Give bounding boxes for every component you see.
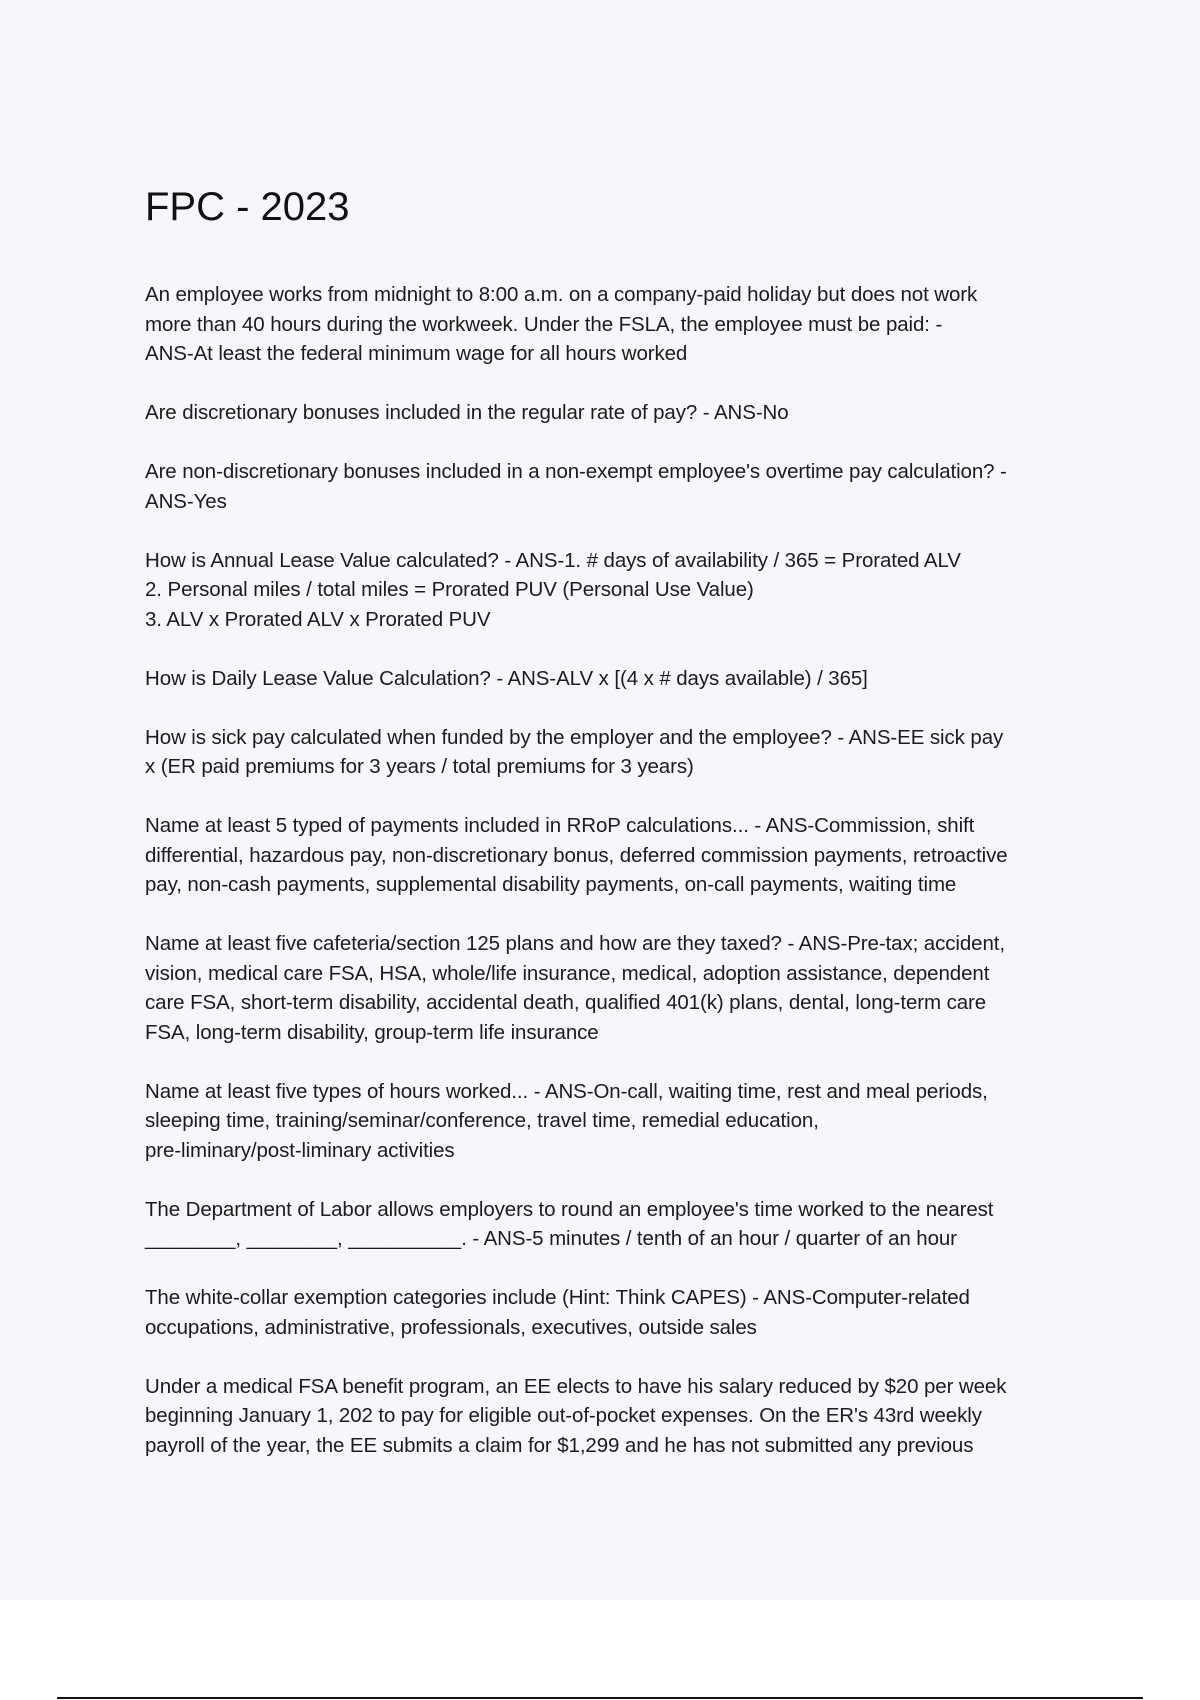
qa-item: Are non-discretionary bonuses included in a non-exempt employee's overtime pay calculation? - ANS-Yes	[145, 460, 1007, 513]
qa-item: How is sick pay calculated when funded by the employer and the employee? - ANS-EE sick pay x (ER paid premiums for 3 years / total premiums for 3 years)	[145, 725, 1004, 778]
qa-item: How is Annual Lease Value calculated? - ANS-1. # days of availability / 365 = Prorated ALV 2. Personal miles / total miles = Prorated PUV (Personal Use Value) 3. ALV x Prorated ALV x Prorated PUV	[145, 548, 961, 631]
document-title: FPC - 2023	[145, 185, 350, 229]
qa-item: Name at least five cafeteria/section 125 plans and how are they taxed? - ANS-Pre-tax; accident, vision, medical care FSA, HSA, whole/life insurance, medical, adoption assistance, dependent care FSA, short-term disability, accidental death, qualified 401(k) plans, dental, long-term care FSA, long-term disability, group-term life insurance	[145, 932, 1005, 1044]
qa-item: Name at least 5 typed of payments included in RRoP calculations... - ANS-Commission, shift differential, hazardous pay, non-discretionary bonus, deferred commission payments, retroactive pay, non-cash payments, supplemental disability payments, on-call payments, waiting time	[145, 814, 1008, 896]
qa-item: Under a medical FSA benefit program, an EE elects to have his salary reduced by $20 per week beginning January 1, 202 to pay for eligible out-of-pocket expenses. On the ER's 43rd weekly payroll of the year, the EE submits a claim for $1,299 and he has not submitted any previous	[145, 1374, 1007, 1457]
footer-divider	[57, 1697, 1143, 1699]
qa-item: The white-collar exemption categories include (Hint: Think CAPES) - ANS-Computer-related occupations, administrative, professionals, executives, outside sales	[145, 1286, 970, 1339]
qa-list	[145, 280, 1095, 1490]
qa-item: How is Daily Lease Value Calculation? - ANS-ALV x [(4 x # days available) / 365]	[145, 666, 868, 690]
qa-item: The Department of Labor allows employers to round an employee's time worked to the nearest ________, ________, __________. - ANS-5 minutes / tenth of an hour / quarter of an hour	[145, 1197, 994, 1250]
qa-item: Are discretionary bonuses included in the regular rate of pay? - ANS-No	[145, 401, 789, 424]
qa-item: An employee works from midnight to 8:00 a.m. on a company-paid holiday but does not work more than 40 hours during the workweek. Under the FSLA, the employee must be paid: - ANS-At least the federal minimum wage for all hours worked	[145, 283, 978, 365]
qa-item: Name at least five types of hours worked... - ANS-On-call, waiting time, rest and meal periods, sleeping time, training/seminar/conference, travel time, remedial education, pre-liminary/post-liminary activities	[145, 1079, 988, 1162]
